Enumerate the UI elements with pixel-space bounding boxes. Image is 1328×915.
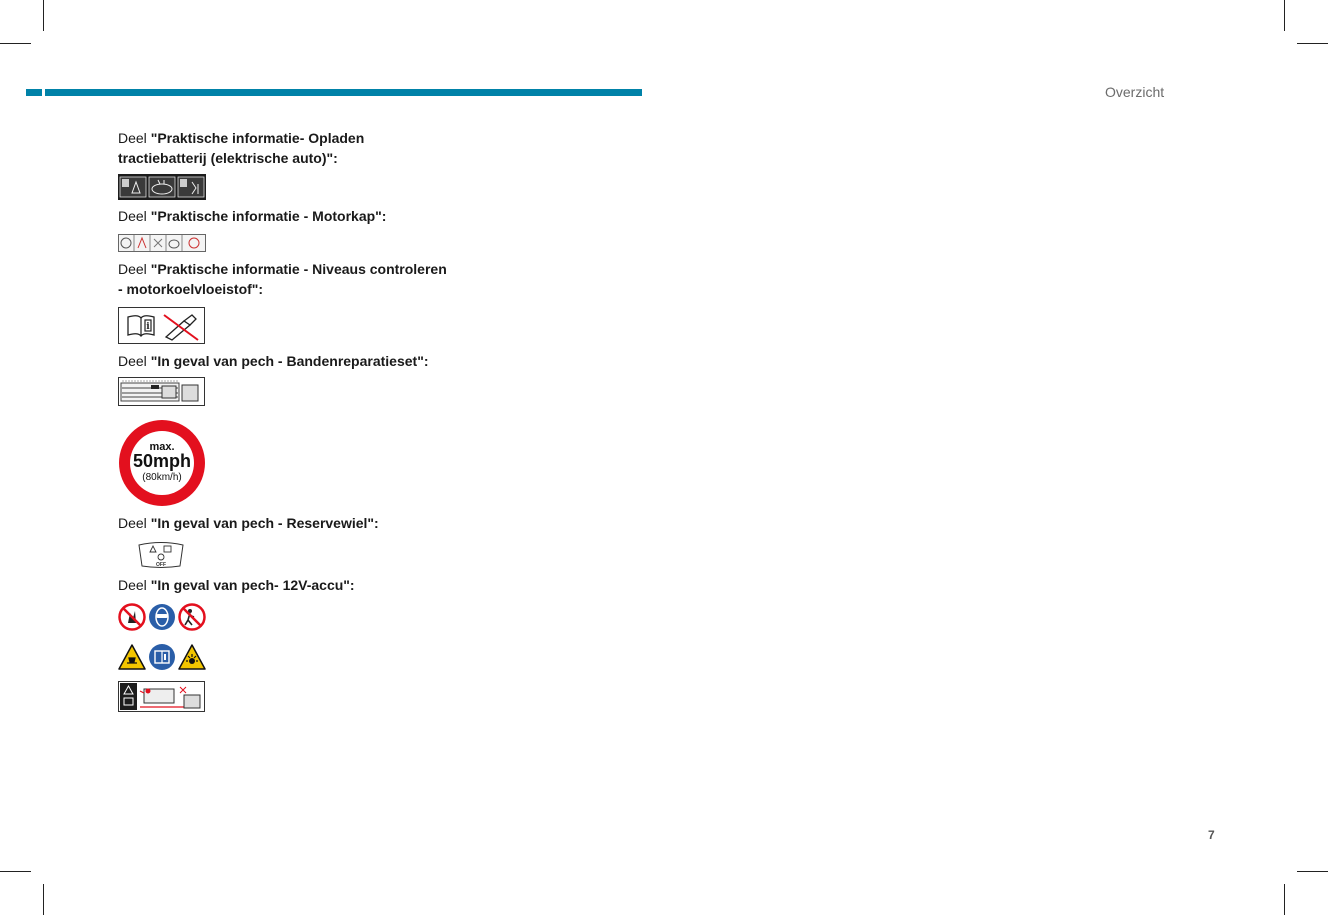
entry-caption-12v-battery [118, 575, 448, 595]
bonnet-warning-strip-icon [118, 234, 448, 252]
entry-prefix: Deel [118, 261, 147, 277]
coolant-label-icon [118, 307, 448, 345]
entry-prefix: Deel [118, 353, 147, 369]
svg-text:i: i [146, 322, 150, 332]
label-list [118, 128, 448, 713]
battery-warning-icons [118, 643, 448, 671]
read-manual-icon [149, 644, 175, 670]
entry-title: "In geval van pech - Reservewiel": [150, 515, 379, 531]
max-speed-line3: (80km/h) [142, 472, 182, 483]
charging-label-icon [118, 174, 448, 200]
spare-wheel-off-text: OFF [156, 562, 166, 568]
entry-title: "Praktische informatie - Niveaus controleren - motorkoelvloeistof": [118, 261, 447, 297]
tyre-repair-kit-label-icon [118, 377, 448, 407]
max-speed-sign [118, 419, 448, 507]
crop-mark-top-right-v [1284, 0, 1285, 31]
crop-mark-bottom-left-h [0, 871, 31, 872]
keep-children-away-icon [180, 605, 205, 630]
spare-wheel-label-icon [136, 539, 448, 569]
entry-title: "Praktische informatie - Motorkap": [150, 208, 387, 224]
max-speed-line1: max. [149, 441, 175, 453]
corrosive-warning-icon [119, 645, 145, 669]
entry-prefix: Deel [118, 208, 147, 224]
entry-prefix: Deel [118, 130, 147, 146]
crop-mark-top-left-h [0, 43, 31, 44]
entry-caption-spare-wheel [118, 513, 448, 533]
eye-protection-icon [149, 604, 175, 630]
crop-mark-top-right-h [1297, 43, 1328, 44]
crop-mark-bottom-left-v [43, 884, 44, 915]
entry-caption-coolant [118, 259, 448, 299]
page-number: 7 [1208, 828, 1215, 842]
crop-mark-bottom-right-h [1297, 871, 1328, 872]
battery-connection-label-icon [118, 681, 448, 713]
entry-title: "In geval van pech- 12V-accu": [150, 577, 355, 593]
entry-title: "In geval van pech - Bandenreparatieset": [150, 353, 429, 369]
entry-prefix: Deel [118, 515, 147, 531]
crop-mark-bottom-right-v [1284, 884, 1285, 915]
entry-caption-charging [118, 128, 448, 168]
no-flame-icon [120, 605, 145, 630]
crop-mark-top-left-v [43, 0, 44, 31]
battery-prohibition-icons [118, 603, 448, 631]
section-title: Overzicht [1105, 84, 1165, 100]
entry-caption-tyre-repair [118, 351, 448, 371]
entry-title: "Praktische informatie- Opladen tractiebatterij (elektrische auto)": [118, 130, 365, 166]
explosive-warning-icon [179, 645, 205, 669]
header-accent-bar [45, 89, 642, 96]
max-speed-line2: 50mph [132, 451, 192, 471]
entry-prefix: Deel [118, 577, 147, 593]
header-accent-bar-small [26, 89, 42, 96]
entry-caption-bonnet [118, 206, 448, 226]
